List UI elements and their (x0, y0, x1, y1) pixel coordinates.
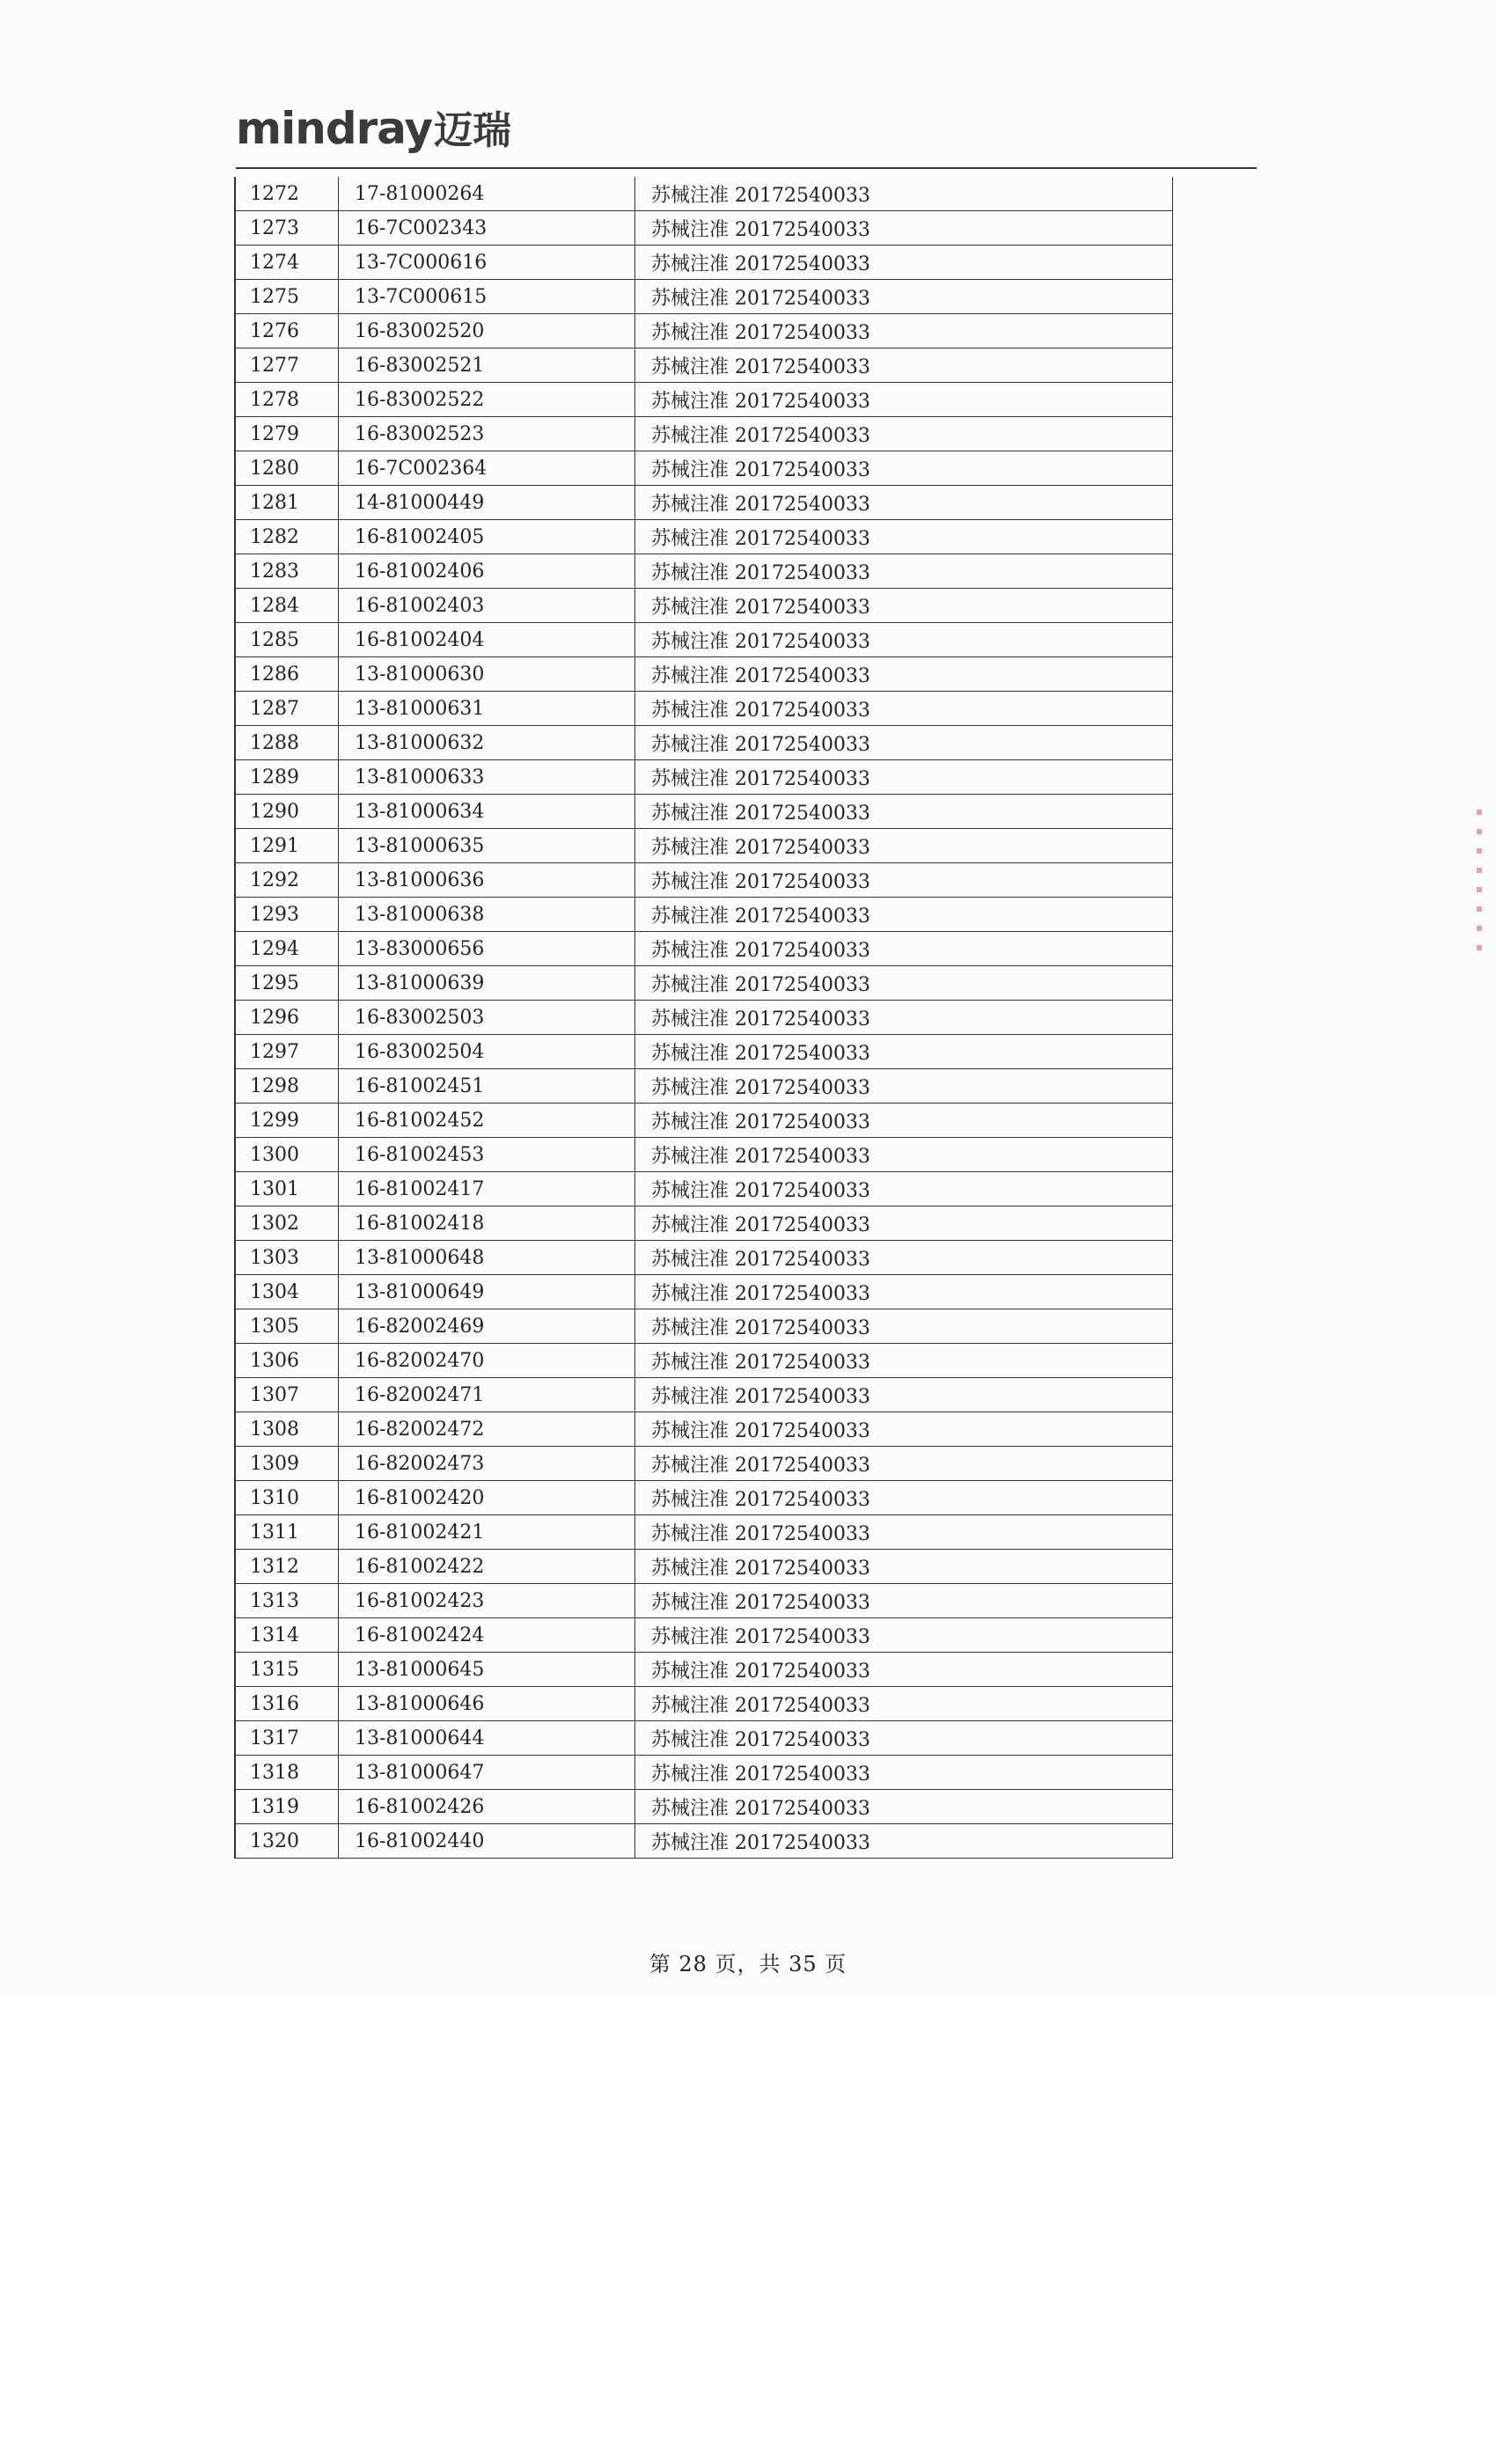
product-code-cell: 13-81000633 (339, 760, 635, 795)
product-code-cell: 16-81002451 (339, 1069, 635, 1104)
table-row (235, 1756, 1173, 1790)
registration-number-cell: 苏械注准 20172540033 (635, 1069, 1173, 1104)
row-number-cell: 1316 (235, 1687, 339, 1721)
registration-number-cell: 苏械注准 20172540033 (635, 314, 1173, 348)
page-number-footer: 第 28 页，共 35 页 (649, 1952, 847, 1976)
row-number-cell: 1293 (235, 898, 339, 932)
product-code-cell: 16-83002521 (339, 348, 635, 383)
table-row (235, 1584, 1173, 1618)
table-row (235, 692, 1173, 726)
registration-number-cell: 苏械注准 20172540033 (635, 1275, 1173, 1309)
product-code-cell: 16-83002522 (339, 383, 635, 417)
product-code-cell: 16-81002422 (339, 1550, 635, 1584)
product-code-cell: 16-81002403 (339, 589, 635, 623)
row-number-cell: 1318 (235, 1756, 339, 1790)
product-code-cell: 13-81000636 (339, 863, 635, 898)
table-row (235, 280, 1173, 314)
registration-number-cell: 苏械注准 20172540033 (635, 1138, 1173, 1172)
registration-number-cell: 苏械注准 20172540033 (635, 1412, 1173, 1447)
table-row (235, 898, 1173, 932)
table-row (235, 417, 1173, 451)
registration-number-cell: 苏械注准 20172540033 (635, 1344, 1173, 1378)
table-row (235, 726, 1173, 760)
product-code-cell: 16-81002406 (339, 554, 635, 589)
product-code-cell: 13-81000644 (339, 1721, 635, 1756)
row-number-cell: 1296 (235, 1001, 339, 1035)
product-code-cell: 13-81000639 (339, 966, 635, 1001)
product-code-cell: 13-81000634 (339, 795, 635, 829)
row-number-cell: 1272 (235, 177, 339, 211)
registration-number-cell: 苏械注准 20172540033 (635, 451, 1173, 486)
registration-number-cell: 苏械注准 20172540033 (635, 1687, 1173, 1721)
table-row (235, 623, 1173, 657)
row-number-cell: 1279 (235, 417, 339, 451)
product-code-cell: 16-82002472 (339, 1412, 635, 1447)
row-number-cell: 1290 (235, 795, 339, 829)
table-row (235, 246, 1173, 280)
product-code-cell: 16-81002453 (339, 1138, 635, 1172)
product-code-cell: 13-81000630 (339, 657, 635, 692)
table-row (235, 1001, 1173, 1035)
row-number-cell: 1275 (235, 280, 339, 314)
row-number-cell: 1289 (235, 760, 339, 795)
row-number-cell: 1274 (235, 246, 339, 280)
row-number-cell: 1273 (235, 211, 339, 246)
registration-number-cell: 苏械注准 20172540033 (635, 932, 1173, 966)
product-code-cell: 16-81002421 (339, 1515, 635, 1550)
product-code-cell: 13-7C000615 (339, 280, 635, 314)
row-number-cell: 1284 (235, 589, 339, 623)
product-code-cell: 13-81000645 (339, 1653, 635, 1687)
product-code-cell: 17-81000264 (339, 177, 635, 211)
table-row (235, 314, 1173, 348)
registration-number-cell: 苏械注准 20172540033 (635, 1309, 1173, 1344)
table-row (235, 795, 1173, 829)
registration-number-cell: 苏械注准 20172540033 (635, 760, 1173, 795)
product-code-cell: 16-82002471 (339, 1378, 635, 1412)
table-row (235, 1550, 1173, 1584)
registration-number-cell: 苏械注准 20172540033 (635, 898, 1173, 932)
registration-number-cell: 苏械注准 20172540033 (635, 1618, 1173, 1653)
product-code-cell: 13-7C000616 (339, 246, 635, 280)
table-row (235, 1481, 1173, 1515)
mindray-logo (236, 99, 511, 155)
registration-number-cell: 苏械注准 20172540033 (635, 1790, 1173, 1824)
registration-table (234, 177, 1173, 1859)
product-code-cell: 16-81002440 (339, 1824, 635, 1859)
table-row (235, 1447, 1173, 1481)
table-row (235, 1618, 1173, 1653)
registration-number-cell: 苏械注准 20172540033 (635, 1653, 1173, 1687)
registration-number-cell: 苏械注准 20172540033 (635, 795, 1173, 829)
product-code-cell: 16-81002418 (339, 1206, 635, 1241)
table-row (235, 1206, 1173, 1241)
registration-number-cell: 苏械注准 20172540033 (635, 829, 1173, 863)
row-number-cell: 1301 (235, 1172, 339, 1206)
row-number-cell: 1307 (235, 1378, 339, 1412)
row-number-cell: 1298 (235, 1069, 339, 1104)
product-code-cell: 16-83002520 (339, 314, 635, 348)
table-row (235, 1378, 1173, 1412)
row-number-cell: 1320 (235, 1824, 339, 1859)
table-row (235, 520, 1173, 554)
registration-number-cell: 苏械注准 20172540033 (635, 1172, 1173, 1206)
row-number-cell: 1281 (235, 486, 339, 520)
registration-number-cell: 苏械注准 20172540033 (635, 726, 1173, 760)
registration-number-cell: 苏械注准 20172540033 (635, 1447, 1173, 1481)
table-row (235, 829, 1173, 863)
row-number-cell: 1283 (235, 554, 339, 589)
row-number-cell: 1317 (235, 1721, 339, 1756)
registration-number-cell: 苏械注准 20172540033 (635, 1206, 1173, 1241)
registration-table-body (235, 177, 1173, 1859)
registration-number-cell: 苏械注准 20172540033 (635, 623, 1173, 657)
table-row (235, 451, 1173, 486)
table-row (235, 1721, 1173, 1756)
table-row (235, 1069, 1173, 1104)
row-number-cell: 1302 (235, 1206, 339, 1241)
registration-number-cell: 苏械注准 20172540033 (635, 1481, 1173, 1515)
registration-number-cell: 苏械注准 20172540033 (635, 177, 1173, 211)
table-row (235, 1138, 1173, 1172)
row-number-cell: 1313 (235, 1584, 339, 1618)
registration-number-cell: 苏械注准 20172540033 (635, 657, 1173, 692)
table-row (235, 932, 1173, 966)
product-code-cell: 16-81002423 (339, 1584, 635, 1618)
table-row (235, 177, 1173, 211)
table-row (235, 554, 1173, 589)
table-row (235, 1172, 1173, 1206)
registration-number-cell: 苏械注准 20172540033 (635, 211, 1173, 246)
product-code-cell: 16-81002405 (339, 520, 635, 554)
row-number-cell: 1286 (235, 657, 339, 692)
table-row (235, 589, 1173, 623)
row-number-cell: 1306 (235, 1344, 339, 1378)
row-number-cell: 1308 (235, 1412, 339, 1447)
registration-number-cell: 苏械注准 20172540033 (635, 1721, 1173, 1756)
registration-number-cell: 苏械注准 20172540033 (635, 383, 1173, 417)
product-code-cell: 13-81000646 (339, 1687, 635, 1721)
registration-number-cell: 苏械注准 20172540033 (635, 1241, 1173, 1275)
registration-number-cell: 苏械注准 20172540033 (635, 1104, 1173, 1138)
row-number-cell: 1304 (235, 1275, 339, 1309)
table-row (235, 383, 1173, 417)
registration-number-cell: 苏械注准 20172540033 (635, 1378, 1173, 1412)
row-number-cell: 1300 (235, 1138, 339, 1172)
product-code-cell: 16-83002523 (339, 417, 635, 451)
product-code-cell: 16-83002503 (339, 1001, 635, 1035)
product-code-cell: 16-81002426 (339, 1790, 635, 1824)
registration-number-cell: 苏械注准 20172540033 (635, 554, 1173, 589)
registration-number-cell: 苏械注准 20172540033 (635, 1515, 1173, 1550)
table-row (235, 657, 1173, 692)
product-code-cell: 16-81002404 (339, 623, 635, 657)
seal-edge-mark (1477, 810, 1482, 950)
logo-latin-text: mindray (236, 103, 433, 154)
product-code-cell: 16-82002473 (339, 1447, 635, 1481)
registration-number-cell: 苏械注准 20172540033 (635, 1035, 1173, 1069)
product-code-cell: 13-81000635 (339, 829, 635, 863)
registration-number-cell: 苏械注准 20172540033 (635, 1824, 1173, 1859)
row-number-cell: 1294 (235, 932, 339, 966)
registration-number-cell: 苏械注准 20172540033 (635, 486, 1173, 520)
row-number-cell: 1299 (235, 1104, 339, 1138)
product-code-cell: 16-81002452 (339, 1104, 635, 1138)
row-number-cell: 1280 (235, 451, 339, 486)
row-number-cell: 1288 (235, 726, 339, 760)
table-row (235, 966, 1173, 1001)
table-row (235, 348, 1173, 383)
row-number-cell: 1295 (235, 966, 339, 1001)
table-row (235, 1104, 1173, 1138)
table-row (235, 211, 1173, 246)
registration-number-cell: 苏械注准 20172540033 (635, 1756, 1173, 1790)
product-code-cell: 13-81000632 (339, 726, 635, 760)
table-row (235, 1653, 1173, 1687)
logo-cjk-text: 迈瑞 (434, 108, 512, 153)
table-row (235, 1824, 1173, 1859)
table-row (235, 1790, 1173, 1824)
product-code-cell: 16-7C002364 (339, 451, 635, 486)
registration-number-cell: 苏械注准 20172540033 (635, 863, 1173, 898)
row-number-cell: 1319 (235, 1790, 339, 1824)
row-number-cell: 1297 (235, 1035, 339, 1069)
row-number-cell: 1292 (235, 863, 339, 898)
row-number-cell: 1282 (235, 520, 339, 554)
row-number-cell: 1311 (235, 1515, 339, 1550)
product-code-cell: 16-81002424 (339, 1618, 635, 1653)
table-row (235, 1035, 1173, 1069)
row-number-cell: 1310 (235, 1481, 339, 1515)
row-number-cell: 1309 (235, 1447, 339, 1481)
registration-number-cell: 苏械注准 20172540033 (635, 589, 1173, 623)
product-code-cell: 16-81002420 (339, 1481, 635, 1515)
product-code-cell: 13-83000656 (339, 932, 635, 966)
table-row (235, 1515, 1173, 1550)
table-row (235, 1344, 1173, 1378)
registration-number-cell: 苏械注准 20172540033 (635, 417, 1173, 451)
product-code-cell: 16-82002470 (339, 1344, 635, 1378)
product-code-cell: 16-7C002343 (339, 211, 635, 246)
row-number-cell: 1278 (235, 383, 339, 417)
registration-number-cell: 苏械注准 20172540033 (635, 520, 1173, 554)
row-number-cell: 1276 (235, 314, 339, 348)
table-row (235, 760, 1173, 795)
registration-number-cell: 苏械注准 20172540033 (635, 1001, 1173, 1035)
product-code-cell: 14-81000449 (339, 486, 635, 520)
registration-number-cell: 苏械注准 20172540033 (635, 1550, 1173, 1584)
table-row (235, 1687, 1173, 1721)
row-number-cell: 1303 (235, 1241, 339, 1275)
table-row (235, 1275, 1173, 1309)
product-code-cell: 16-81002417 (339, 1172, 635, 1206)
registration-number-cell: 苏械注准 20172540033 (635, 1584, 1173, 1618)
product-code-cell: 13-81000647 (339, 1756, 635, 1790)
header-divider (236, 167, 1257, 169)
product-code-cell: 16-83002504 (339, 1035, 635, 1069)
registration-number-cell: 苏械注准 20172540033 (635, 692, 1173, 726)
row-number-cell: 1305 (235, 1309, 339, 1344)
row-number-cell: 1277 (235, 348, 339, 383)
registration-number-cell: 苏械注准 20172540033 (635, 348, 1173, 383)
row-number-cell: 1315 (235, 1653, 339, 1687)
registration-number-cell: 苏械注准 20172540033 (635, 280, 1173, 314)
registration-number-cell: 苏械注准 20172540033 (635, 966, 1173, 1001)
row-number-cell: 1314 (235, 1618, 339, 1653)
table-row (235, 1412, 1173, 1447)
product-code-cell: 13-81000649 (339, 1275, 635, 1309)
row-number-cell: 1285 (235, 623, 339, 657)
row-number-cell: 1291 (235, 829, 339, 863)
registration-number-cell: 苏械注准 20172540033 (635, 246, 1173, 280)
product-code-cell: 16-82002469 (339, 1309, 635, 1344)
table-row (235, 1241, 1173, 1275)
row-number-cell: 1312 (235, 1550, 339, 1584)
table-row (235, 1309, 1173, 1344)
table-row (235, 486, 1173, 520)
product-code-cell: 13-81000631 (339, 692, 635, 726)
product-code-cell: 13-81000638 (339, 898, 635, 932)
row-number-cell: 1287 (235, 692, 339, 726)
product-code-cell: 13-81000648 (339, 1241, 635, 1275)
table-row (235, 863, 1173, 898)
